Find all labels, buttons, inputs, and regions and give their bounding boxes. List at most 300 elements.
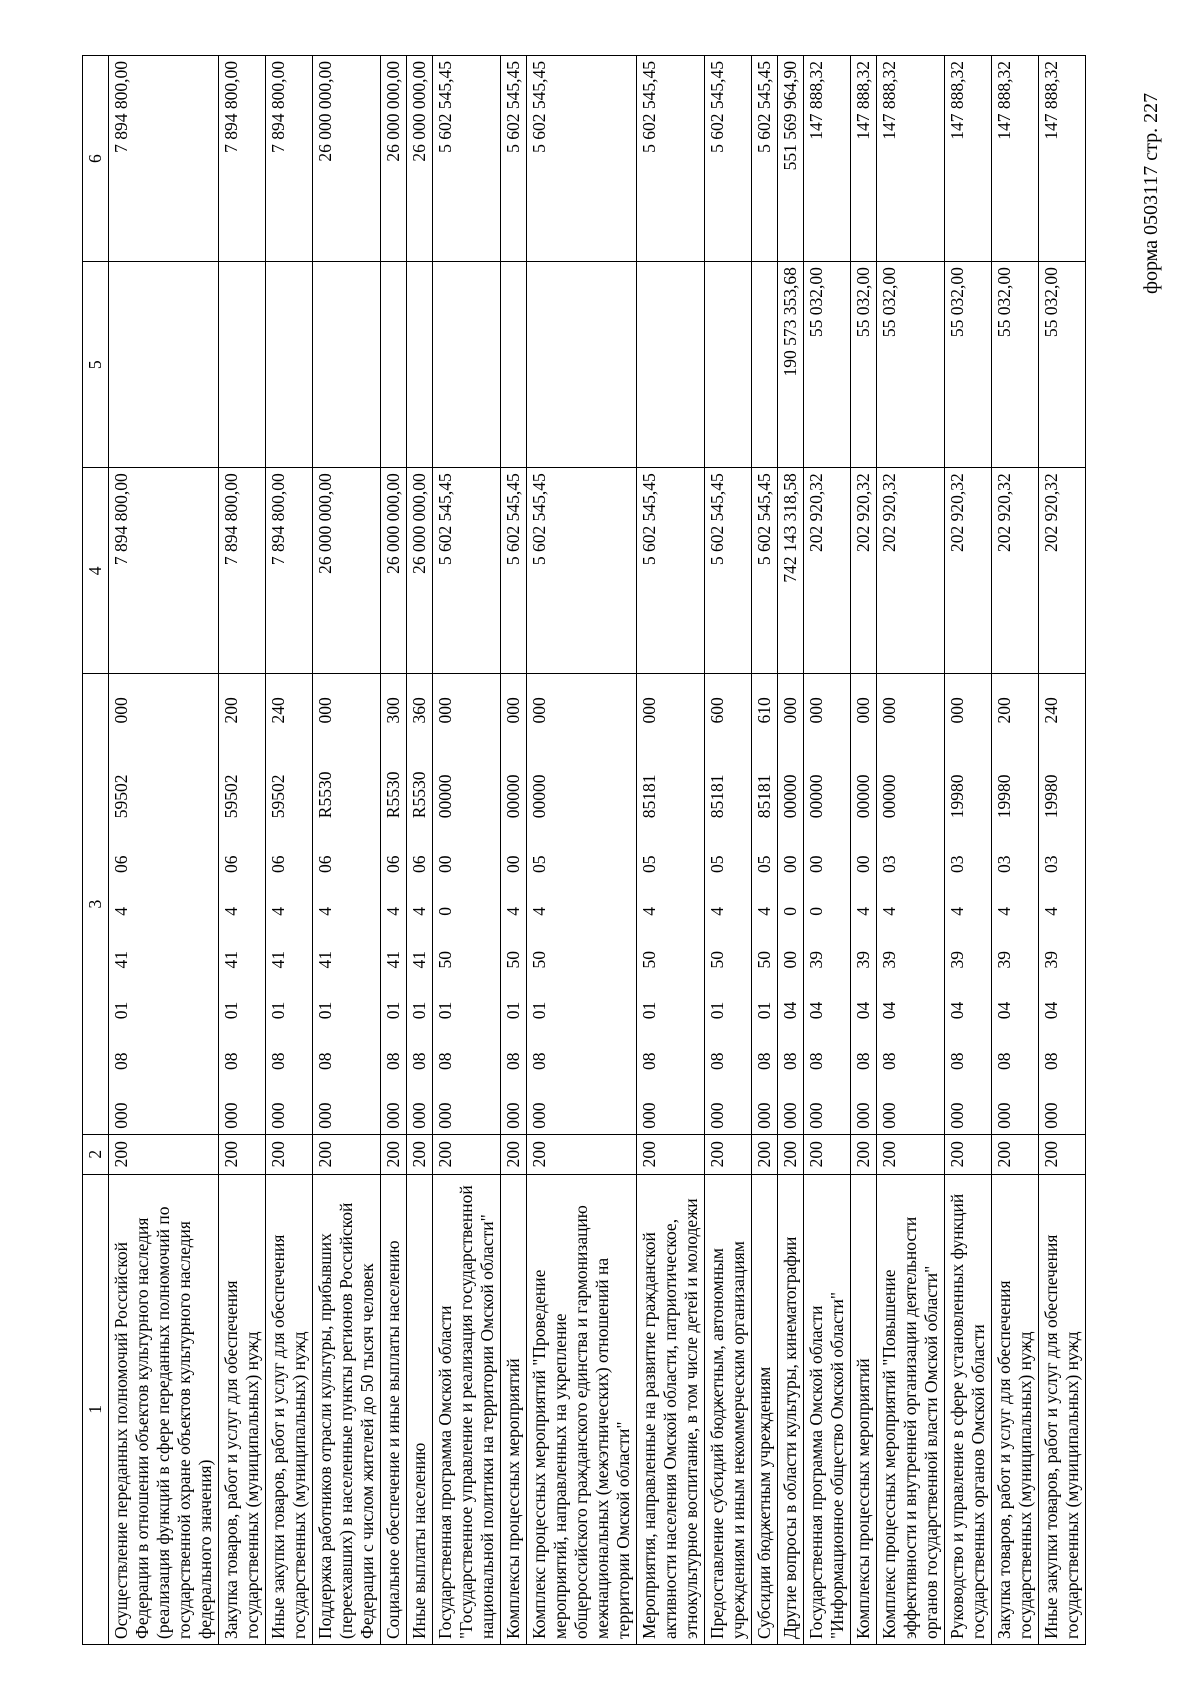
code-part: 300 [383,697,403,724]
code-parts [806,679,827,1128]
table-row [266,56,313,1645]
code-part: 000 [639,697,659,724]
code-part: R5530 [315,771,335,819]
row-c4: 202 920,32 [945,468,992,674]
code-part: 03 [994,855,1014,873]
code-part: 000 [111,1102,131,1129]
code-parts [1041,679,1062,1128]
row-c6: 147 888,32 [851,56,877,262]
code-part: 06 [268,855,288,873]
code-part: 06 [409,855,429,873]
table-row [778,56,804,1645]
row-c6: 5 602 545,45 [433,56,501,262]
row-c4: 202 920,32 [851,468,877,674]
code-part: 600 [707,697,727,724]
code-part: 00 [780,950,800,969]
code-part: 000 [994,1102,1014,1129]
row-c6: 26 000 000,00 [407,56,433,262]
code-part: 610 [754,697,774,724]
row-name: Комплексы процессных мероприятий [501,1174,527,1644]
code-part: 85181 [639,774,659,819]
code-part: 00 [435,855,455,873]
row-classification-code [313,674,381,1134]
column-header-3: 3 [83,674,109,1134]
row-c4: 5 602 545,45 [527,468,637,674]
code-part: 41 [221,950,241,969]
row-c4: 5 602 545,45 [705,468,752,674]
code-part: 08 [268,1052,288,1070]
code-part: 01 [435,1001,455,1020]
column-header-5: 5 [83,262,109,468]
code-part: 0 [435,906,455,916]
code-part: R5530 [383,771,403,819]
code-part: 01 [383,1001,403,1020]
row-c4: 5 602 545,45 [433,468,501,674]
code-part: 08 [780,1052,800,1070]
row-c6: 551 569 964,90 [778,56,804,262]
row-c4: 26 000 000,00 [407,468,433,674]
row-c6: 26 000 000,00 [381,56,407,262]
code-part: 00 [806,855,826,873]
row-name: Поддержка работников отрасли культуры, прибывших (переехавших) в населенные пункты регионов Российской Федерации с числом жителей до 50 тысяч человек [313,1174,381,1644]
code-part: 41 [383,950,403,969]
code-part: 000 [806,697,826,724]
header-row [83,56,109,1645]
code-part: 04 [947,1001,967,1020]
row-c5: 190 573 353,68 [778,262,804,468]
row-line-code: 200 [877,1134,945,1174]
table-row [313,56,381,1645]
row-line-code: 200 [527,1134,637,1174]
row-line-code: 200 [407,1134,433,1174]
code-part: 000 [268,1102,288,1129]
code-part: R5530 [409,771,429,819]
code-parts [780,679,801,1128]
code-parts [409,679,430,1128]
code-part: 39 [853,950,873,969]
code-part: 000 [879,697,899,724]
code-part: 08 [853,1052,873,1070]
code-part: 59502 [221,774,241,819]
row-classification-code [501,674,527,1134]
code-part: 05 [707,855,727,873]
code-part: 01 [409,1001,429,1020]
code-parts [639,679,660,1128]
row-c5 [407,262,433,468]
row-c5 [219,262,266,468]
code-part: 08 [409,1052,429,1070]
row-c4: 202 920,32 [877,468,945,674]
code-part: 06 [383,855,403,873]
code-part: 000 [383,1102,403,1129]
row-c6: 7 894 800,00 [109,56,219,262]
code-part: 4 [409,906,429,916]
row-name: Руководство и управление в сфере установленных функций государственных органов Омской области [945,1174,992,1644]
code-part: 000 [639,1102,659,1129]
row-c4: 7 894 800,00 [266,468,313,674]
code-part: 08 [529,1052,549,1070]
code-part: 59502 [268,774,288,819]
row-name: Государственная программа Омской области "Государственное управление и реализация государственной национальной политики на территории Омской области" [433,1174,501,1644]
row-classification-code [804,674,851,1134]
code-part: 240 [268,697,288,724]
code-part: 59502 [111,774,131,819]
code-parts [853,679,874,1128]
code-part: 000 [529,1102,549,1129]
code-part: 00000 [879,774,899,819]
code-part: 000 [780,697,800,724]
code-part: 08 [994,1052,1014,1070]
code-part: 4 [754,906,774,916]
budget-table [82,55,1086,1645]
row-c5 [752,262,778,468]
row-c5 [433,262,501,468]
code-parts [754,679,775,1128]
code-parts [111,679,132,1128]
code-part: 08 [879,1052,899,1070]
row-c5 [527,262,637,468]
code-part: 08 [707,1052,727,1070]
code-part: 04 [853,1001,873,1020]
row-name: Субсидии бюджетным учреждениям [752,1174,778,1644]
row-line-code: 200 [219,1134,266,1174]
row-line-code: 200 [752,1134,778,1174]
code-part: 000 [111,697,131,724]
row-name: Иные закупки товаров, работ и услуг для обеспечения государственных (муниципальных) нужд [266,1174,313,1644]
code-part: 4 [503,906,523,916]
code-part: 01 [268,1001,288,1020]
table-row [705,56,752,1645]
code-part: 01 [221,1001,241,1020]
code-parts [383,679,404,1128]
row-c4: 202 920,32 [804,468,851,674]
row-line-code: 200 [945,1134,992,1174]
code-part: 41 [268,950,288,969]
row-c6: 147 888,32 [804,56,851,262]
code-parts [707,679,728,1128]
form-label: форма 0503117 стр. 227 [1140,92,1162,294]
code-part: 85181 [707,774,727,819]
table-row [804,56,851,1645]
row-line-code: 200 [433,1134,501,1174]
row-c6: 7 894 800,00 [266,56,313,262]
code-part: 08 [315,1052,335,1070]
code-part: 41 [315,950,335,969]
code-part: 00000 [853,774,873,819]
code-part: 4 [639,906,659,916]
table-row [1039,56,1086,1645]
row-classification-code [945,674,992,1134]
code-part: 000 [1041,1102,1061,1129]
row-classification-code [851,674,877,1134]
code-part: 08 [947,1052,967,1070]
code-parts [529,679,550,1128]
code-part: 360 [409,697,429,724]
code-part: 4 [383,906,403,916]
code-part: 000 [780,1102,800,1129]
row-c5: 55 032,00 [945,262,992,468]
code-part: 04 [780,1001,800,1020]
row-name: Государственная программа Омской области "Информационное общество Омской области" [804,1174,851,1644]
code-part: 05 [754,855,774,873]
code-part: 000 [947,697,967,724]
row-classification-code [527,674,637,1134]
row-line-code: 200 [1039,1134,1086,1174]
table-row [992,56,1039,1645]
code-parts [879,679,900,1128]
table-row [527,56,637,1645]
table-row [219,56,266,1645]
code-part: 08 [639,1052,659,1070]
table-row [851,56,877,1645]
code-part: 01 [639,1001,659,1020]
row-line-code: 200 [804,1134,851,1174]
row-c4: 7 894 800,00 [219,468,266,674]
row-classification-code [992,674,1039,1134]
column-header-2: 2 [83,1134,109,1174]
code-part: 50 [707,950,727,969]
code-part: 00 [503,855,523,873]
code-part: 39 [994,950,1014,969]
row-classification-code [637,674,705,1134]
row-classification-code [877,674,945,1134]
code-part: 19980 [994,774,1014,819]
code-part: 000 [529,697,549,724]
row-name: Предоставление субсидий бюджетным, автономным учреждениям и иным некоммерческим организациям [705,1174,752,1644]
code-part: 000 [435,1102,455,1129]
code-part: 08 [754,1052,774,1070]
row-c6: 147 888,32 [945,56,992,262]
table-row [109,56,219,1645]
row-line-code: 200 [778,1134,804,1174]
code-part: 000 [409,1102,429,1129]
code-part: 4 [853,906,873,916]
code-part: 000 [503,1102,523,1129]
code-parts [268,679,289,1128]
code-part: 000 [853,697,873,724]
code-part: 0 [780,906,800,916]
code-part: 39 [947,950,967,969]
row-classification-code [381,674,407,1134]
table-row [433,56,501,1645]
row-line-code: 200 [313,1134,381,1174]
code-part: 000 [853,1102,873,1129]
row-c5 [381,262,407,468]
row-c6: 5 602 545,45 [527,56,637,262]
row-c4: 5 602 545,45 [752,468,778,674]
table-row [501,56,527,1645]
row-name: Иные выплаты населению [407,1174,433,1644]
code-part: 200 [994,697,1014,724]
code-part: 50 [503,950,523,969]
row-line-code: 200 [992,1134,1039,1174]
code-part: 00000 [529,774,549,819]
row-c5 [266,262,313,468]
table-row [381,56,407,1645]
row-c4: 202 920,32 [1039,468,1086,674]
row-line-code: 200 [851,1134,877,1174]
row-c6: 5 602 545,45 [705,56,752,262]
row-c5: 55 032,00 [851,262,877,468]
table-row [877,56,945,1645]
table-row [752,56,778,1645]
code-part: 4 [315,906,335,916]
row-c6: 5 602 545,45 [752,56,778,262]
code-part: 4 [529,906,549,916]
row-c4: 26 000 000,00 [313,468,381,674]
code-part: 4 [947,906,967,916]
row-c4: 742 143 318,58 [778,468,804,674]
code-part: 03 [947,855,967,873]
code-part: 000 [503,697,523,724]
row-classification-code [433,674,501,1134]
code-part: 4 [268,906,288,916]
code-part: 4 [1041,906,1061,916]
row-c5 [637,262,705,468]
row-name: Закупка товаров, работ и услуг для обеспечения государственных (муниципальных) нужд [992,1174,1039,1644]
code-parts [435,679,456,1128]
row-c5: 55 032,00 [877,262,945,468]
code-part: 08 [435,1052,455,1070]
row-line-code: 200 [501,1134,527,1174]
row-classification-code [1039,674,1086,1134]
code-part: 50 [639,950,659,969]
code-part: 03 [879,855,899,873]
code-part: 08 [1041,1052,1061,1070]
code-part: 000 [947,1102,967,1129]
code-part: 00 [853,855,873,873]
row-c4: 5 602 545,45 [501,468,527,674]
code-part: 39 [1041,950,1061,969]
code-parts [315,679,336,1128]
code-part: 04 [1041,1001,1061,1020]
row-classification-code [752,674,778,1134]
row-classification-code [109,674,219,1134]
row-line-code: 200 [109,1134,219,1174]
code-part: 000 [315,1102,335,1129]
code-part: 01 [503,1001,523,1020]
code-part: 08 [221,1052,241,1070]
code-part: 00000 [780,774,800,819]
code-part: 4 [707,906,727,916]
code-part: 4 [879,906,899,916]
code-part: 06 [221,855,241,873]
row-name: Осуществление переданных полномочий Российской Федерации в отношении объектов культурного наследия (реализация функций в сфере переданных полномочий по государственной охране объектов культурного наследия федерального значения) [109,1174,219,1644]
row-c6: 7 894 800,00 [219,56,266,262]
row-name: Комплексы процессных мероприятий [851,1174,877,1644]
row-c5 [313,262,381,468]
code-part: 01 [315,1001,335,1020]
code-part: 200 [221,697,241,724]
code-part: 01 [707,1001,727,1020]
row-c4: 26 000 000,00 [381,468,407,674]
code-part: 08 [503,1052,523,1070]
row-name: Мероприятия, направленные на развитие гражданской активности населения Омской области, патриотическое, этнокультурное воспитание, в том числе детей и молодежи [637,1174,705,1644]
code-part: 00000 [435,774,455,819]
row-c6: 147 888,32 [877,56,945,262]
row-classification-code [266,674,313,1134]
row-classification-code [778,674,804,1134]
code-part: 39 [879,950,899,969]
code-part: 50 [435,950,455,969]
code-part: 03 [1041,855,1061,873]
code-parts [503,679,524,1128]
row-name: Закупка товаров, работ и услуг для обеспечения государственных (муниципальных) нужд [219,1174,266,1644]
row-name: Другие вопросы в области культуры, кинематографии [778,1174,804,1644]
code-part: 000 [221,1102,241,1129]
row-c6: 147 888,32 [992,56,1039,262]
code-part: 00000 [503,774,523,819]
row-c5 [501,262,527,468]
row-c5: 55 032,00 [804,262,851,468]
code-parts [994,679,1015,1128]
code-part: 19980 [947,774,967,819]
table-row [637,56,705,1645]
row-classification-code [219,674,266,1134]
code-part: 05 [529,855,549,873]
code-part: 04 [879,1001,899,1020]
row-line-code: 200 [381,1134,407,1174]
code-part: 000 [806,1102,826,1129]
column-header-1: 1 [83,1174,109,1644]
code-part: 41 [111,950,131,969]
row-line-code: 200 [705,1134,752,1174]
code-part: 0 [806,906,826,916]
code-part: 000 [435,697,455,724]
table-row [945,56,992,1645]
code-part: 00 [780,855,800,873]
row-name: Иные закупки товаров, работ и услуг для обеспечения государственных (муниципальных) нужд [1039,1174,1086,1644]
code-part: 01 [754,1001,774,1020]
row-c4: 5 602 545,45 [637,468,705,674]
row-name: Комплекс процессных мероприятий "Повышение эффективности и внутренней организации деятельности органов государственной власти Омской области" [877,1174,945,1644]
code-part: 4 [994,906,1014,916]
row-c6: 5 602 545,45 [637,56,705,262]
code-part: 000 [315,697,335,724]
table-row [407,56,433,1645]
code-part: 00000 [806,774,826,819]
row-c5 [705,262,752,468]
code-part: 04 [994,1001,1014,1020]
row-c5 [109,262,219,468]
code-parts [947,679,968,1128]
row-c5: 55 032,00 [1039,262,1086,468]
code-part: 000 [707,1102,727,1129]
code-part: 06 [111,855,131,873]
row-classification-code [407,674,433,1134]
row-c6: 26 000 000,00 [313,56,381,262]
code-part: 05 [639,855,659,873]
row-line-code: 200 [266,1134,313,1174]
code-part: 39 [806,950,826,969]
row-name: Комплекс процессных мероприятий "Проведение мероприятий, направленных на укрепление общероссийского гражданского единства и гармонизацию межнациональных (межэтнических) отношений на территории Омской области" [527,1174,637,1644]
code-part: 08 [111,1052,131,1070]
code-part: 240 [1041,697,1061,724]
code-part: 000 [879,1102,899,1129]
column-header-4: 4 [83,468,109,674]
code-part: 41 [409,950,429,969]
code-part: 04 [806,1001,826,1020]
row-c6: 5 602 545,45 [501,56,527,262]
row-c4: 7 894 800,00 [109,468,219,674]
row-line-code: 200 [637,1134,705,1174]
column-header-6: 6 [83,56,109,262]
row-c5: 55 032,00 [992,262,1039,468]
code-part: 01 [529,1001,549,1020]
code-part: 06 [315,855,335,873]
code-part: 50 [754,950,774,969]
code-part: 85181 [754,774,774,819]
